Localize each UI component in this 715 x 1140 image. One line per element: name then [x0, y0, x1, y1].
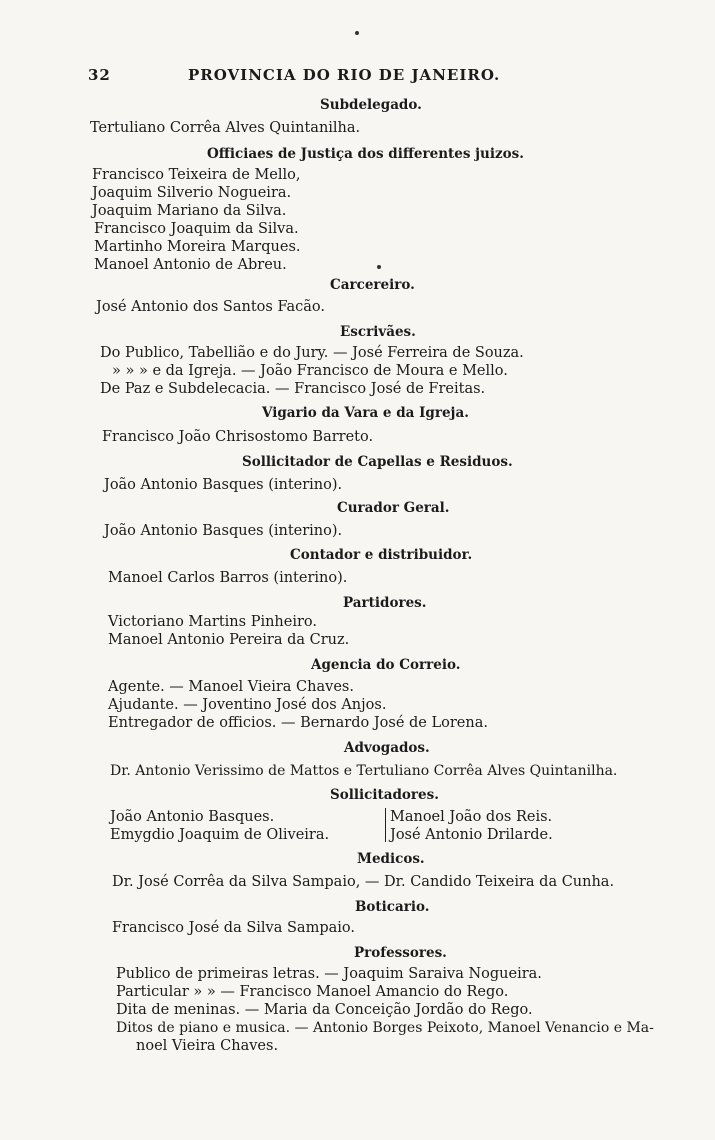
text-line: João Antonio Basques (interino).	[104, 477, 343, 493]
text-line: José Antonio dos Santos Facão.	[96, 299, 326, 315]
text-line: Manoel Antonio Pereira da Cruz.	[108, 632, 350, 648]
text-line: Emygdio Joaquim de Oliveira.	[110, 827, 330, 843]
text-line: José Antonio Drilarde.	[390, 827, 553, 843]
text-line: Joaquim Mariano da Silva.	[92, 203, 287, 219]
section-heading: Contador e distribuidor.	[290, 547, 473, 563]
text-line: João Antonio Basques (interino).	[104, 523, 343, 539]
text-line: » » » e da Igreja. — João Francisco de Moura e Mello.	[112, 363, 508, 379]
text-line: Manoel Carlos Barros (interino).	[108, 570, 348, 586]
text-line: Dita de meninas. — Maria da Conceição Jordão do Rego.	[116, 1002, 533, 1018]
text-line: Ajudante. — Joventino José dos Anjos.	[108, 697, 387, 713]
text-line: Manoel João dos Reis.	[390, 809, 553, 825]
ink-speck	[377, 265, 381, 269]
section-heading: Agencia do Correio.	[311, 657, 461, 673]
column-divider	[385, 808, 386, 842]
page-header	[88, 66, 558, 90]
text-line: noel Vieira Chaves.	[136, 1038, 279, 1054]
text-line: De Paz e Subdelecacia. — Francisco José de Freitas.	[100, 381, 486, 397]
section-heading: Subdelegado.	[320, 97, 422, 113]
section-heading: Escrivães.	[340, 324, 416, 340]
text-line: João Antonio Basques.	[110, 809, 275, 825]
text-line: Francisco João Chrisostomo Barreto.	[102, 429, 374, 445]
text-line: Tertuliano Corrêa Alves Quintanilha.	[90, 120, 361, 136]
text-line: Publico de primeiras letras. — Joaquim Saraiva Nogueira.	[116, 966, 542, 982]
text-line: Ditos de piano e musica. — Antonio Borges Peixoto, Manoel Venancio e Ma-	[116, 1020, 654, 1036]
section-heading: Officiaes de Justiça dos differentes juizos.	[207, 146, 524, 162]
section-heading: Carcereiro.	[330, 277, 415, 293]
text-line: Francisco Teixeira de Mello,	[92, 167, 301, 183]
text-line: Joaquim Silverio Nogueira.	[92, 185, 292, 201]
section-heading: Boticario.	[355, 899, 430, 915]
section-heading: Sollicitador de Capellas e Residuos.	[242, 454, 513, 470]
section-heading: Vigario da Vara e da Igreja.	[262, 405, 469, 421]
text-line: Manoel Antonio de Abreu.	[94, 257, 287, 273]
text-line: Agente. — Manoel Vieira Chaves.	[108, 679, 354, 695]
text-line: Victoriano Martins Pinheiro.	[108, 614, 318, 630]
text-line: Martinho Moreira Marques.	[94, 239, 301, 255]
text-line: Dr. José Corrêa da Silva Sampaio, — Dr. Candido Teixeira da Cunha.	[112, 874, 615, 890]
text-line: Entregador de officios. — Bernardo José de Lorena.	[108, 715, 488, 731]
text-line: Do Publico, Tabellião e do Jury. — José Ferreira de Souza.	[100, 345, 524, 361]
page-title: PROVINCIA DO RIO DE JANEIRO.	[188, 66, 501, 84]
section-heading: Professores.	[354, 945, 447, 961]
text-line: Francisco José da Silva Sampaio.	[112, 920, 355, 936]
page-number: 32	[88, 66, 111, 84]
section-heading: Partidores.	[343, 595, 427, 611]
section-heading: Advogados.	[344, 740, 430, 756]
text-line: Dr. Antonio Verissimo de Mattos e Tertuliano Corrêa Alves Quintanilha.	[110, 763, 618, 779]
text-line: Particular » » — Francisco Manoel Amancio do Rego.	[116, 984, 509, 1000]
ink-speck	[355, 31, 359, 35]
section-heading: Sollicitadores.	[330, 787, 439, 803]
section-heading: Medicos.	[357, 851, 425, 867]
section-heading: Curador Geral.	[337, 500, 450, 516]
text-line: Francisco Joaquim da Silva.	[94, 221, 299, 237]
